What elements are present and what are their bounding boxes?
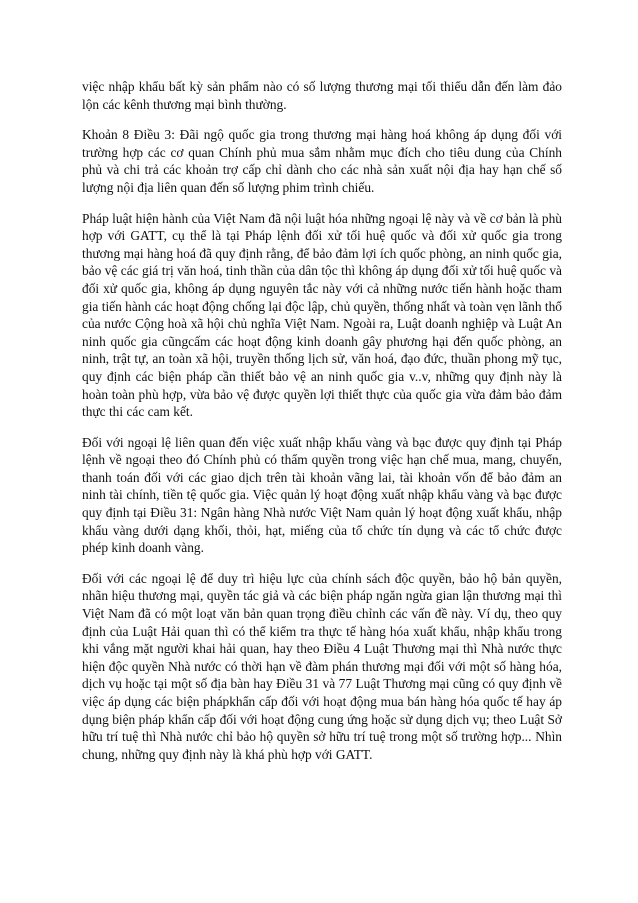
paragraph-continuation: việc nhập khẩu bất kỳ sản phẩm nào có số lượng thương mại tối thiểu dẫn đến làm đảo lộn các kênh thương mại bình thường. [82,79,562,112]
paragraph-phap-luat-hien-hanh: Pháp luật hiện hành của Việt Nam đã nội luật hóa những ngoại lệ này và về cơ bản là phù hợp với GATT, cụ thể là tại Pháp lệnh đối xử tối huệ quốc và đối xử quốc gia trong thương mại hàng hoá đã quy định rằng, để bảo đảm lợi ích quốc phòng, an ninh quốc gia, bảo vệ các giá trị văn hoá, tinh thần của dân tộc thì không áp dụng đối xử tối huệ quốc và đối xử quốc gia, không áp dụng nguyên tắc này với cả những nước tiến hành hoặc tham gia tiến hành các hoạt động chống lại độc lập, chủ quyền, thống nhất và toàn vẹn lãnh thổ của nước Cộng hoà xã hội chủ nghĩa Việt Nam. Ngoài ra, Luật doanh nghiệp và Luật An ninh quốc gia cũngcấm các hoạt động kinh doanh gây phương hại đến quốc phòng, an ninh, trật tự, an toàn xã hội, truyền thống lịch sử, văn hoá, đạo đức, thuần phong mỹ tục, quy định các biện pháp cần thiết bảo vệ an ninh quốc gia v..v, những quy định này là hoàn toàn phù hợp, vừa bảo vệ được quyền lợi thiết thực của quốc gia vừa đảm bảo đảm thực thi các cam kết. [82,210,562,420]
paragraph-doc-quyen-ban-quyen: Đối với các ngoại lệ để duy trì hiệu lực của chính sách độc quyền, bảo hộ bản quyền, nhãn hiệu thương mại, quyền tác giả và các biện pháp ngăn ngừa gian lận thương mại thì Việt Nam đã có một loạt văn bản quan trọng điều chỉnh các vấn đề này. Ví dụ, theo quy định của Luật Hải quan thì có thể kiểm tra thực tế hàng hóa xuất khẩu, nhập khẩu trong khi vắng mặt người khai hải quan, hay theo Điều 4 Luật Thương mại thì Nhà nước thực hiện độc quyền Nhà nước có thời hạn về đàm phán thương mại đối với một số hàng hóa, dịch vụ hoặc tại một số địa bàn hay Điều 31 và 77 Luật Thương mại cũng có quy định về việc áp dụng các biện phápkhẩn cấp đối với hoạt động mua bán hàng hóa quốc tế hay áp dụng biện pháp khẩn cấp đối với hoạt động cung ứng hoặc sử dụng dịch vụ; theo Luật Sở hữu trí tuệ thì Nhà nước chỉ bảo hộ quyền sở hữu trí tuệ trong một số trường hợp... Nhìn chung, những quy định này là khá phù hợp với GATT. [82,570,562,762]
document-page [82,78,562,776]
paragraph-vang-va-bac: Đối với ngoại lệ liên quan đến việc xuất nhập khẩu vàng và bạc được quy định tại Pháp lệnh về ngoại theo đó Chính phủ có thẩm quyền trong việc hạn chế mua, mang, chuyển, thanh toán đối với các giao dịch trên tài khoản vãng lai, tài khoản vốn để bảo đảm an ninh tài chính, tiền tệ quốc gia. Việc quản lý hoạt động xuất nhập khẩu vàng và bạc được quy định tại Điều 31: Ngân hàng Nhà nước Việt Nam quản lý hoạt động xuất khẩu, nhập khẩu vàng dưới dạng khối, thỏi, hạt, miếng của tổ chức tín dụng và các tổ chức được phép kinh doanh vàng. [82,434,562,556]
paragraph-khoan-8-dieu-3: Khoản 8 Điều 3: Đãi ngộ quốc gia trong thương mại hàng hoá không áp dụng đối với trường hợp các cơ quan Chính phủ mua sắm nhằm mục đích cho tiêu dung của Chính phủ và chi trả các khoản trợ cấp chỉ dành cho các nhà sản xuất nội địa hay hạn chế số lượng nội địa liên quan đến số lượng phim trình chiếu. [82,127,562,195]
